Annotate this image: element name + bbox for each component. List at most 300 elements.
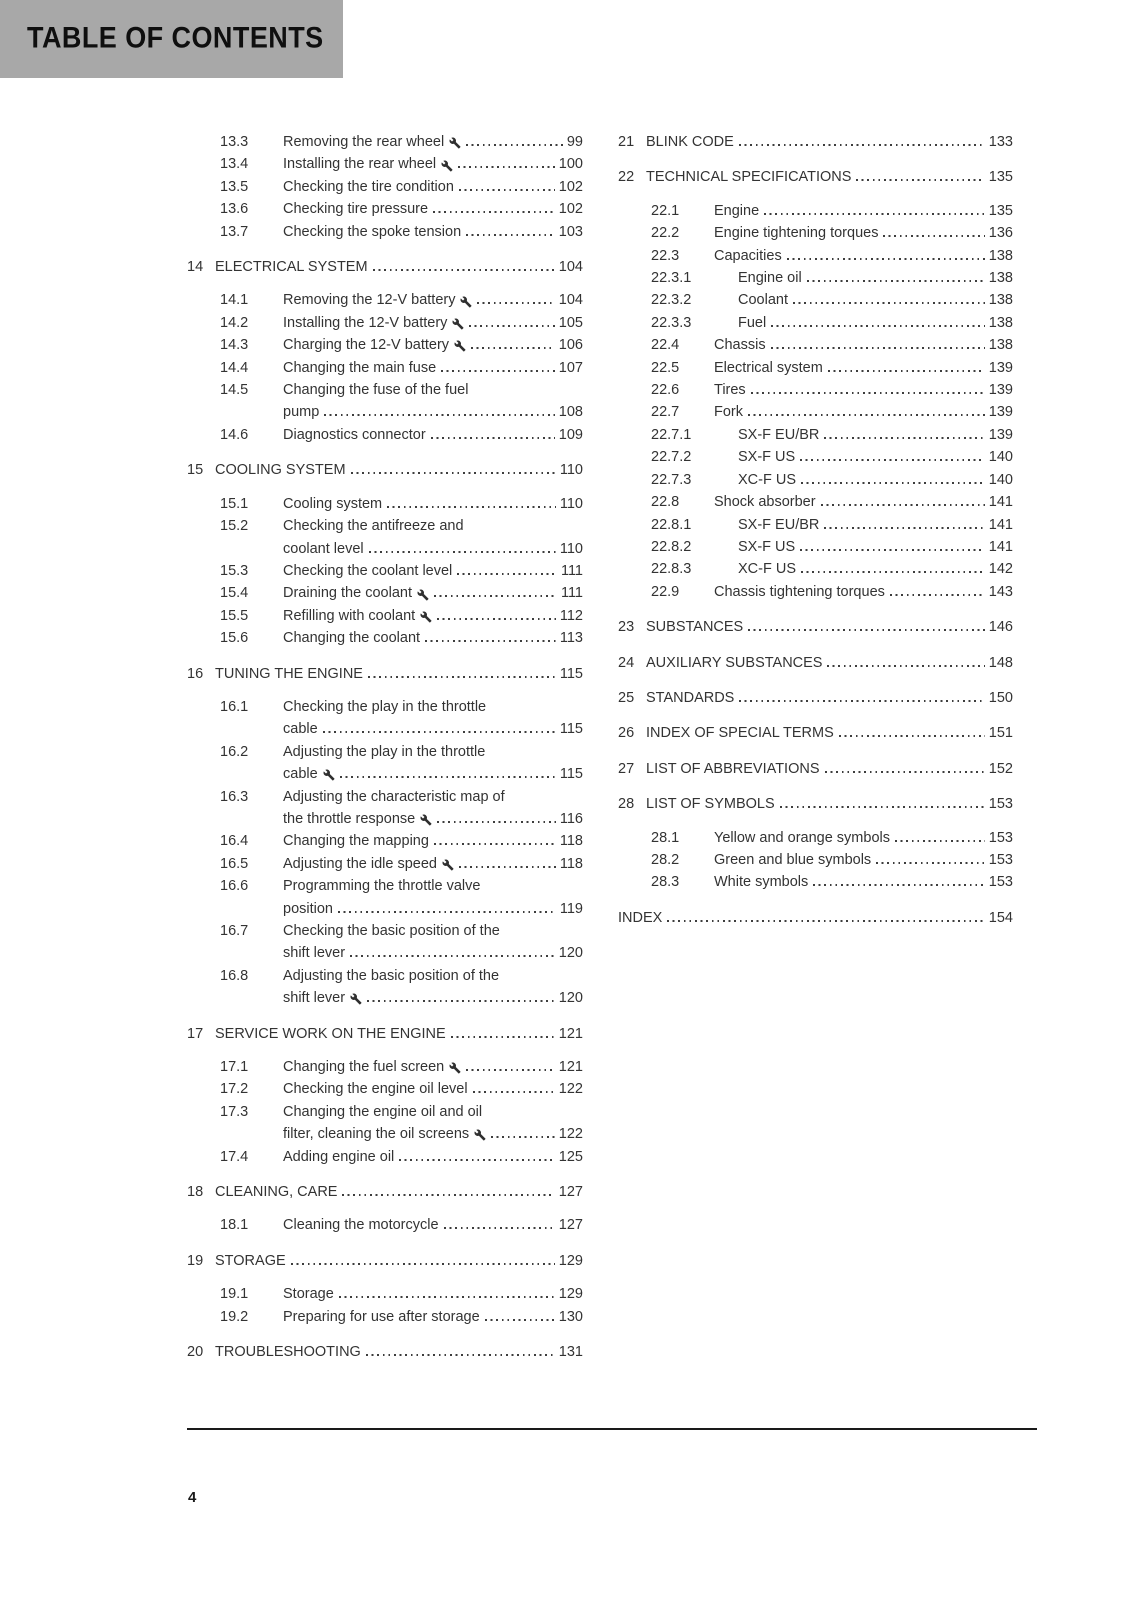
dot-leader xyxy=(895,840,985,842)
toc-entry-page: 139 xyxy=(988,382,1013,399)
toc-entry-title: Capacities xyxy=(714,247,782,264)
toc-entry-page: 106 xyxy=(558,337,583,354)
toc-entry-line xyxy=(646,616,1013,638)
toc-entry-number: 22 xyxy=(618,169,635,186)
toc-entry xyxy=(187,560,583,582)
dot-leader xyxy=(323,731,556,733)
toc-entry-body xyxy=(738,267,1013,289)
toc-entry-body xyxy=(283,965,583,1010)
dot-leader xyxy=(434,595,557,597)
toc-entry-body xyxy=(738,558,1013,580)
toc-entry-title: Installing the 12-V battery xyxy=(283,314,448,331)
toc-entry-number: 22.4 xyxy=(651,337,680,354)
dot-leader xyxy=(824,527,984,529)
toc-entry-title: TUNING THE ENGINE xyxy=(215,665,363,682)
toc-entry xyxy=(187,256,583,278)
page-header-bar xyxy=(0,0,343,78)
toc-entry-number: 22.3.2 xyxy=(651,292,692,309)
toc-entry-title: SUBSTANCES xyxy=(646,619,744,636)
toc-entry-line xyxy=(738,267,1013,289)
footer-rule xyxy=(187,1428,1037,1430)
toc-entry-title: Adjusting the play in the throttle xyxy=(283,743,486,760)
toc-entry xyxy=(618,357,1013,379)
toc-entry-line xyxy=(646,793,1013,815)
toc-entry-number: 22.6 xyxy=(651,382,680,399)
toc-entry-body xyxy=(283,786,583,831)
toc-entry-body xyxy=(738,312,1013,334)
dot-leader xyxy=(340,776,556,778)
toc-entry-body xyxy=(714,334,1013,356)
toc-entry-line xyxy=(283,334,583,356)
dot-leader xyxy=(801,571,985,573)
toc-entry-title: Checking the antifreeze and xyxy=(283,518,464,535)
toc-entry-number: 28.1 xyxy=(651,829,680,846)
toc-entry xyxy=(187,515,583,560)
toc-entry-number: 16.3 xyxy=(220,788,249,805)
dot-leader xyxy=(748,414,985,416)
toc-entry-number: 22.8.3 xyxy=(651,561,692,578)
toc-entry xyxy=(187,582,583,604)
toc-entry-body xyxy=(215,256,583,278)
toc-entry xyxy=(618,558,1013,580)
toc-entry xyxy=(187,459,583,481)
toc-entry-number: 25 xyxy=(618,689,635,706)
toc-entry-line xyxy=(283,830,583,852)
toc-entry-body xyxy=(215,1341,583,1363)
toc-entry-line xyxy=(283,198,583,220)
toc-entry-title: Charging the 12-V battery xyxy=(283,337,450,354)
dot-leader xyxy=(787,258,985,260)
toc-entry-line xyxy=(714,491,1013,513)
dot-leader xyxy=(459,866,556,868)
toc-entry-title: Green and blue symbols xyxy=(714,851,872,868)
toc-entry-line xyxy=(283,131,583,153)
toc-entry xyxy=(187,1078,583,1100)
toc-entry-page: 113 xyxy=(559,630,583,647)
toc-entry-body xyxy=(283,131,583,153)
toc-entry-title: Adjusting the basic position of the xyxy=(283,967,500,984)
toc-entry-page: 102 xyxy=(558,178,583,195)
toc-entry-page: 122 xyxy=(558,1126,583,1143)
wrench-icon xyxy=(449,1062,461,1074)
toc-entry-line xyxy=(738,469,1013,491)
toc-entry-number: 18 xyxy=(187,1184,204,1201)
toc-entry-number: 14.5 xyxy=(220,382,249,399)
toc-entry-title: Engine tightening torques xyxy=(714,225,879,242)
toc-entry-number: 17.4 xyxy=(220,1148,249,1165)
wrench-icon xyxy=(460,296,472,308)
toc-entry xyxy=(618,491,1013,513)
toc-entry-line xyxy=(714,334,1013,356)
toc-entry-page: 131 xyxy=(558,1344,583,1361)
toc-entry-line xyxy=(714,357,1013,379)
toc-entry-line xyxy=(714,379,1013,401)
toc-entry-page: 154 xyxy=(988,909,1013,926)
toc-entry-page: 122 xyxy=(558,1081,583,1098)
toc-entry xyxy=(618,687,1013,709)
toc-entry-page: 100 xyxy=(558,156,583,173)
toc-entry-title: Checking the tire condition xyxy=(283,178,454,195)
toc-entry-title: Checking the basic position of the xyxy=(283,923,500,939)
toc-entry-page: 111 xyxy=(560,562,583,579)
toc-column-left xyxy=(187,131,583,1375)
dot-leader xyxy=(771,347,985,349)
wrench-icon xyxy=(417,589,429,601)
toc-entry-body xyxy=(283,853,583,875)
toc-entry-title: coolant level xyxy=(283,540,364,557)
toc-entry-line xyxy=(714,581,1013,603)
toc-entry-title: INDEX OF SPECIAL TERMS xyxy=(646,725,834,742)
toc-entry-page: 105 xyxy=(558,314,583,331)
toc-entry-number: 15.4 xyxy=(220,585,249,602)
toc-entry-title: AUXILIARY SUBSTANCES xyxy=(646,654,823,671)
dot-leader xyxy=(667,920,984,922)
toc-entry-number: 22.1 xyxy=(651,202,680,219)
toc-entry-line xyxy=(714,222,1013,244)
toc-entry-page: 103 xyxy=(558,223,583,240)
toc-entry-title: TECHNICAL SPECIFICATIONS xyxy=(646,169,852,186)
toc-entry-title: Installing the rear wheel xyxy=(283,156,437,173)
toc-entry-page: 115 xyxy=(559,721,583,738)
toc-entry-line xyxy=(283,221,583,243)
toc-entry-body xyxy=(646,616,1013,638)
toc-entry-title: position xyxy=(283,900,333,917)
toc-entry-number: 22.7.1 xyxy=(651,426,692,443)
toc-entry-title: Storage xyxy=(283,1286,334,1303)
toc-entry-body xyxy=(283,741,583,786)
toc-entry-body xyxy=(283,334,583,356)
toc-entry-body xyxy=(738,514,1013,536)
toc-entry-line xyxy=(618,907,1013,929)
dot-leader xyxy=(437,618,556,620)
dot-leader xyxy=(339,1296,555,1298)
toc-entry-title: Fuel xyxy=(738,314,767,331)
toc-entry-page: 115 xyxy=(559,665,583,682)
toc-entry xyxy=(187,424,583,446)
toc-entry-title: Adjusting the characteristic map of xyxy=(283,788,505,805)
wrench-icon xyxy=(350,993,362,1005)
toc-entry-body xyxy=(646,652,1013,674)
toc-entry-line xyxy=(283,1214,583,1236)
toc-entry-line xyxy=(714,871,1013,893)
toc-entry-title: Tires xyxy=(714,382,746,399)
toc-entry-line xyxy=(283,312,583,334)
toc-entry xyxy=(187,696,583,741)
toc-entry-page: 135 xyxy=(988,169,1013,186)
toc-entry-line xyxy=(283,920,583,942)
toc-entry-page: 150 xyxy=(988,689,1013,706)
dot-leader xyxy=(437,821,556,823)
toc-entry-number: 15.2 xyxy=(220,518,249,535)
toc-entry xyxy=(618,289,1013,311)
toc-entry-body xyxy=(283,1146,583,1168)
toc-entry-body xyxy=(738,289,1013,311)
toc-entry xyxy=(187,965,583,1010)
wrench-icon xyxy=(420,814,432,826)
toc-entry-title: Engine oil xyxy=(738,270,802,287)
toc-entry-page: 152 xyxy=(988,760,1013,777)
toc-entry-page: 129 xyxy=(558,1286,583,1303)
toc-entry-line xyxy=(283,582,583,604)
toc-entry-page: 141 xyxy=(988,538,1013,555)
toc-entry-body xyxy=(283,357,583,379)
toc-entry-page: 140 xyxy=(988,471,1013,488)
toc-entry-title: Removing the 12-V battery xyxy=(283,292,456,309)
toc-entry-number: 16.7 xyxy=(220,923,249,939)
toc-entry-page: 138 xyxy=(988,314,1013,331)
toc-entry-title: STANDARDS xyxy=(646,689,735,706)
toc-entry-body xyxy=(714,491,1013,513)
toc-entry-body xyxy=(646,687,1013,709)
toc-entry-page: 141 xyxy=(988,516,1013,533)
toc-entry-page: 104 xyxy=(558,259,583,276)
toc-entry-page: 153 xyxy=(988,829,1013,846)
toc-entry-line xyxy=(738,558,1013,580)
toc-entry-body xyxy=(283,582,583,604)
wrench-icon xyxy=(454,340,466,352)
toc-entry-body xyxy=(283,221,583,243)
toc-entry xyxy=(618,469,1013,491)
dot-leader xyxy=(477,302,554,304)
toc-entry-page: 140 xyxy=(988,449,1013,466)
toc-entry-page: 139 xyxy=(988,404,1013,421)
toc-entry-number: 18.1 xyxy=(220,1217,249,1234)
toc-entry-page: 136 xyxy=(988,225,1013,242)
toc-entry-body xyxy=(283,875,583,920)
toc-entry-title: ELECTRICAL SYSTEM xyxy=(215,259,368,276)
toc-entry-body xyxy=(738,446,1013,468)
toc-entry-page: 143 xyxy=(988,583,1013,600)
dot-leader xyxy=(431,437,555,439)
toc-entry-page: 120 xyxy=(558,990,583,1007)
toc-entry-title: Shock absorber xyxy=(714,494,816,511)
toc-entry xyxy=(187,605,583,627)
toc-entry-line xyxy=(283,741,583,763)
toc-entry-number: 16.5 xyxy=(220,855,249,872)
toc-entry-number: 22.7 xyxy=(651,404,680,421)
toc-entry xyxy=(187,920,583,965)
toc-entry-line xyxy=(714,849,1013,871)
toc-entry-number: 13.4 xyxy=(220,156,249,173)
toc-entry-number: 26 xyxy=(618,725,635,742)
toc-entry-title: STORAGE xyxy=(215,1252,286,1269)
toc-entry-page: 99 xyxy=(566,134,583,150)
toc-entry-line xyxy=(283,965,583,987)
toc-entry-body xyxy=(283,627,583,649)
dot-leader xyxy=(459,189,555,191)
toc-entry-title: Yellow and orange symbols xyxy=(714,829,890,846)
toc-entry-line xyxy=(738,289,1013,311)
toc-entry-line xyxy=(215,1250,583,1272)
toc-entry-number: 22.2 xyxy=(651,225,680,242)
toc-entry-body xyxy=(738,469,1013,491)
toc-entry xyxy=(618,131,1013,153)
toc-entry-body xyxy=(283,424,583,446)
toc-entry xyxy=(618,222,1013,244)
toc-entry-line xyxy=(283,942,583,964)
wrench-icon xyxy=(449,137,461,149)
toc-entry-title: Changing the coolant xyxy=(283,630,421,647)
dot-leader xyxy=(433,211,555,213)
toc-entry-line xyxy=(646,131,1013,153)
dot-leader xyxy=(825,771,985,773)
toc-entry-title: shift lever xyxy=(283,945,346,962)
toc-entry-title: Electrical system xyxy=(714,359,823,376)
toc-entry-number: 16.4 xyxy=(220,833,249,850)
toc-entry xyxy=(187,786,583,831)
toc-entry xyxy=(618,907,1013,929)
toc-entry-body xyxy=(714,849,1013,871)
dot-leader xyxy=(469,325,554,327)
wrench-icon xyxy=(442,859,454,871)
toc-entry-page: 104 xyxy=(558,292,583,309)
toc-entry-page: 110 xyxy=(559,495,583,512)
toc-entry xyxy=(187,1023,583,1045)
toc-entry-title: SX-F US xyxy=(738,449,796,466)
toc-entry-number: 22.3 xyxy=(651,247,680,264)
toc-entry-page: 133 xyxy=(988,134,1013,150)
toc-entry xyxy=(187,1181,583,1203)
toc-entry-title: SX-F US xyxy=(738,538,796,555)
toc-entry-title: INDEX xyxy=(618,909,663,926)
toc-entry-line xyxy=(283,493,583,515)
toc-entry-body xyxy=(283,1078,583,1100)
toc-entry-page: 139 xyxy=(988,426,1013,443)
toc-entry xyxy=(187,357,583,379)
toc-entry-page: 139 xyxy=(988,359,1013,376)
toc-entry-page: 121 xyxy=(558,1025,583,1042)
toc-entry-line xyxy=(714,827,1013,849)
toc-entry-title: LIST OF ABBREVIATIONS xyxy=(646,760,820,777)
toc-entry-title: Adjusting the idle speed xyxy=(283,855,437,872)
toc-entry-body xyxy=(283,560,583,582)
toc-entry xyxy=(618,424,1013,446)
toc-entry-line xyxy=(283,1123,583,1145)
toc-entry xyxy=(187,875,583,920)
toc-entry-body xyxy=(283,312,583,334)
toc-entry xyxy=(187,1146,583,1168)
toc-entry-title: cable xyxy=(283,766,318,783)
toc-entry-title: Preparing for use after storage xyxy=(283,1308,480,1325)
toc-entry-page: 125 xyxy=(558,1148,583,1165)
toc-entry-line xyxy=(283,289,583,311)
toc-entry-body xyxy=(283,198,583,220)
dot-leader xyxy=(800,459,985,461)
toc-entry-body xyxy=(283,1214,583,1236)
dot-leader xyxy=(373,269,555,271)
toc-entry-title: Checking the engine oil level xyxy=(283,1081,468,1098)
toc-entry-line xyxy=(283,379,583,401)
toc-entry-line xyxy=(646,687,1013,709)
toc-entry xyxy=(187,627,583,649)
toc-entry-number: 22.7.3 xyxy=(651,471,692,488)
toc-entry xyxy=(187,1056,583,1078)
toc-entry-body xyxy=(215,1023,583,1045)
toc-entry-page: 102 xyxy=(558,201,583,218)
toc-entry-line xyxy=(283,763,583,785)
dot-leader xyxy=(739,144,985,146)
toc-entry xyxy=(187,1214,583,1236)
dot-leader xyxy=(368,676,556,678)
toc-entry-line xyxy=(283,853,583,875)
toc-entry xyxy=(618,514,1013,536)
toc-entry-body xyxy=(714,222,1013,244)
toc-entry-line xyxy=(283,808,583,830)
toc-entry-body xyxy=(646,758,1013,780)
toc-entry-line xyxy=(283,1283,583,1305)
toc-entry-title: Changing the engine oil and oil xyxy=(283,1103,483,1120)
wrench-icon xyxy=(452,318,464,330)
toc-entry-body xyxy=(283,696,583,741)
toc-entry-number: 21 xyxy=(618,134,635,150)
toc-entry-number: 28.2 xyxy=(651,851,680,868)
toc-entry xyxy=(618,245,1013,267)
toc-entry-page: 135 xyxy=(988,202,1013,219)
toc-entry-body xyxy=(283,1283,583,1305)
toc-entry-number: 15 xyxy=(187,462,204,479)
toc-entry-body xyxy=(283,605,583,627)
toc-entry-title: Engine xyxy=(714,202,760,219)
dot-leader xyxy=(399,1159,555,1161)
dot-leader xyxy=(800,549,985,551)
toc-entry xyxy=(187,176,583,198)
toc-entry xyxy=(187,379,583,424)
toc-entry-line xyxy=(283,515,583,537)
toc-entry-line xyxy=(283,357,583,379)
toc-entry-title: LIST OF SYMBOLS xyxy=(646,796,775,813)
toc-entry xyxy=(618,334,1013,356)
dot-leader xyxy=(457,573,557,575)
toc-entry-number: 16.8 xyxy=(220,967,249,984)
toc-entry-body xyxy=(283,493,583,515)
toc-entry-title: Chassis tightening torques xyxy=(714,583,885,600)
toc-entry-body xyxy=(646,793,1013,815)
toc-entry-title: pump xyxy=(283,404,320,421)
toc-entry-line xyxy=(283,987,583,1009)
toc-entry-title: Checking tire pressure xyxy=(283,201,429,218)
toc-entry-title: shift lever xyxy=(283,990,346,1007)
dot-leader xyxy=(451,1036,555,1038)
toc-entry-number: 15.1 xyxy=(220,495,249,512)
wrench-icon xyxy=(441,160,453,172)
dot-leader xyxy=(821,504,985,506)
toc-entry-line xyxy=(738,446,1013,468)
toc-entry-title: COOLING SYSTEM xyxy=(215,462,346,479)
toc-entry-page: 141 xyxy=(988,494,1013,511)
dot-leader xyxy=(771,325,985,327)
toc-entry xyxy=(187,1101,583,1146)
toc-entry-page: 138 xyxy=(988,337,1013,354)
toc-entry-line xyxy=(714,245,1013,267)
toc-entry-title: Cleaning the motorcycle xyxy=(283,1217,439,1234)
toc-entry-title: XC-F US xyxy=(738,471,796,488)
toc-entry xyxy=(187,312,583,334)
toc-entry-title: cable xyxy=(283,721,318,738)
toc-entry-page: 153 xyxy=(988,851,1013,868)
toc-entry-line xyxy=(283,424,583,446)
toc-entry-page: 127 xyxy=(558,1184,583,1201)
dot-leader xyxy=(751,392,985,394)
toc-entry-title: Cooling system xyxy=(283,495,383,512)
toc-entry-line xyxy=(283,605,583,627)
toc-entry-number: 22.8.2 xyxy=(651,538,692,555)
toc-entry-body xyxy=(646,166,1013,188)
dot-leader xyxy=(466,144,563,146)
toc-entry xyxy=(187,1250,583,1272)
toc-entry-line xyxy=(738,536,1013,558)
toc-entry-line xyxy=(283,538,583,560)
toc-entry-number: 19 xyxy=(187,1252,204,1269)
